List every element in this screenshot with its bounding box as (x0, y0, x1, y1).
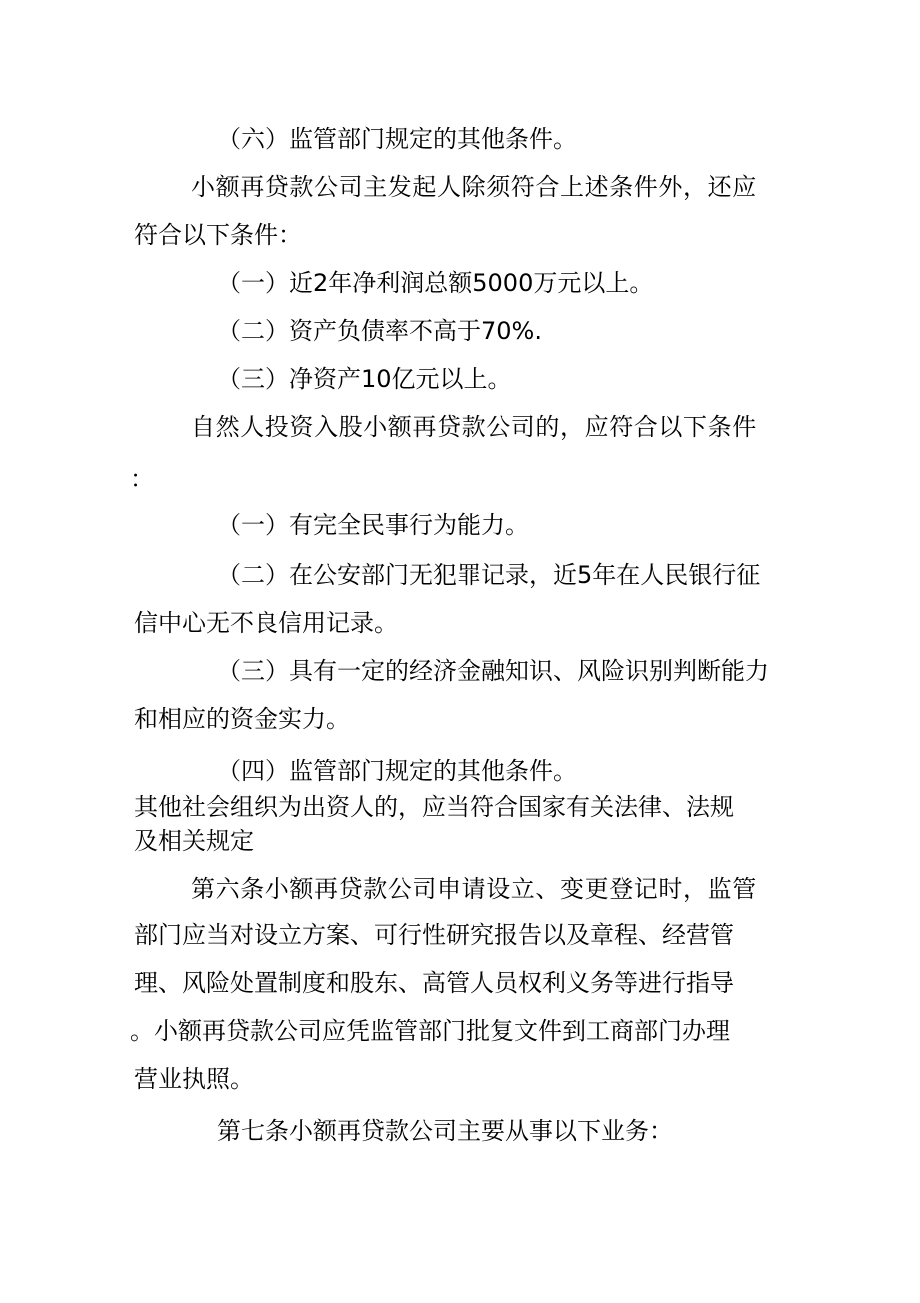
text-line: 理、风险处置制度和股东、高管人员权利义务等进行指导 (134, 969, 734, 997)
text-line: 部门应当对设立方案、可行性研究报告以及章程、经营管 (134, 921, 734, 949)
text-line: （三）净资产10亿元以上。 (217, 365, 512, 393)
text-line: 营业执照。 (134, 1065, 254, 1093)
text-line: 第七条小额再贷款公司主要从事以下业务： (217, 1117, 673, 1145)
text-line: 符合以下条件： (134, 221, 302, 249)
text-line: （四）监管部门规定的其他条件。 (217, 757, 577, 785)
text-line: （一）近2年净利润总额5000万元以上。 (217, 269, 654, 297)
text-line: 。小额再贷款公司应凭监管部门批复文件到工商部门办理 (130, 1017, 730, 1045)
text-line: 自然人投资入股小额再贷款公司的，应符合以下条件 (191, 413, 757, 441)
text-line: 及相关规定 (134, 827, 254, 855)
text-line: （六）监管部门规定的其他条件。 (217, 125, 577, 153)
text-line: 第六条小额再贷款公司申请设立、变更登记时，监管 (191, 875, 757, 903)
text-line: （一）有完全民事行为能力。 (217, 511, 529, 539)
text-line: 其他社会组织为出资人的，应当符合国家有关法律、法规 (134, 793, 734, 821)
text-line: （二）资产负债率不高于70%. (217, 317, 542, 345)
text-line: ： (130, 465, 154, 493)
text-line: （三）具有一定的经济金融知识、风险识别判断能力 (217, 657, 769, 685)
text-line: 和相应的资金实力。 (134, 705, 350, 733)
text-line: （二）在公安部门无犯罪记录，近5年在人民银行征 (217, 561, 761, 589)
text-line: 小额再贷款公司主发起人除须符合上述条件外，还应 (191, 173, 757, 201)
text-line: 信中心无不良信用记录。 (134, 609, 398, 637)
